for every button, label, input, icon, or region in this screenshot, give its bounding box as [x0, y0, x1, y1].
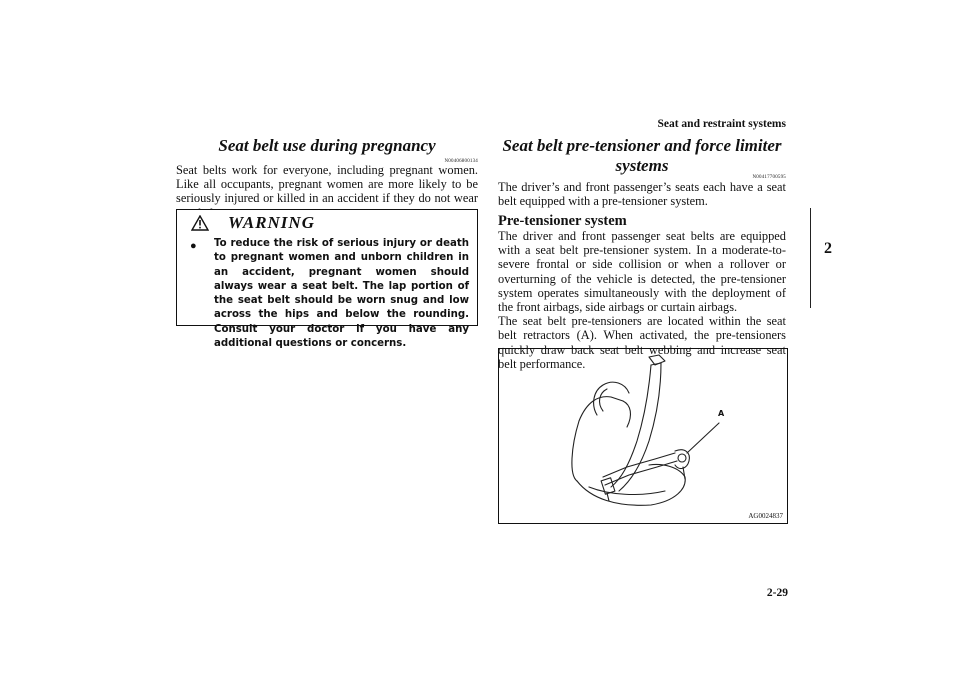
pretensioner-paragraph: The driver and front passenger seat belts are equipped with a seat belt pre-tensioner system. In a moderate-to-severe frontal or side collision or when a rollover or overturning of the vehicle is detected, the pre-tensioner system operates simultaneously with the deployment of the front airbags, side airbags or curtain airbags. The seat belt pre-tensioners are located within the seat belt retractors (A). When activated, the pre-tensioners quickly draw back seat belt webbing and increase seat belt performance. [498, 229, 786, 371]
running-header: Seat and restraint systems [657, 118, 786, 130]
chapter-tab-divider [810, 208, 847, 308]
subheading-pretensioner-system: Pre-tensioner system [498, 213, 627, 229]
figure-code: AG0024837 [748, 512, 783, 520]
section-code: N00417700595 [752, 175, 786, 180]
bullet-icon: ● [190, 240, 197, 252]
pretensioner-intro: The driver’s and front passenger’s seats each have a seat belt equipped with a pre-tensioner system. [498, 180, 786, 209]
seat-belt-drawing [499, 349, 787, 523]
chapter-tab-number: 2 [824, 240, 832, 257]
warning-title: WARNING [228, 213, 315, 232]
section-title-pretensioner: Seat belt pre-tensioner and force limiter systems [502, 136, 782, 175]
warning-text: To reduce the risk of serious injury or death to pregnant women and unborn children in an accident, pregnant women should always wear a seat belt. The lap portion of the seat belt should be worn snug and low across the hips and below the rounding. Consult your doctor if you have any additional questions or concerns. [214, 238, 469, 350]
section-code: N00406800134 [444, 159, 478, 164]
section-title-pregnancy: Seat belt use during pregnancy [218, 136, 436, 155]
warning-triangle-icon [191, 215, 209, 231]
figure-label-a: A [718, 409, 725, 418]
pregnancy-paragraph: Seat belts work for everyone, including pregnant women. Like all occupants, pregnant women are more likely to be seriously injured or killed in an accident if they do not wear [176, 163, 478, 206]
seat-belt-illustration [498, 348, 788, 524]
warning-box [176, 209, 478, 350]
page-number: 2-29 [766, 587, 788, 599]
